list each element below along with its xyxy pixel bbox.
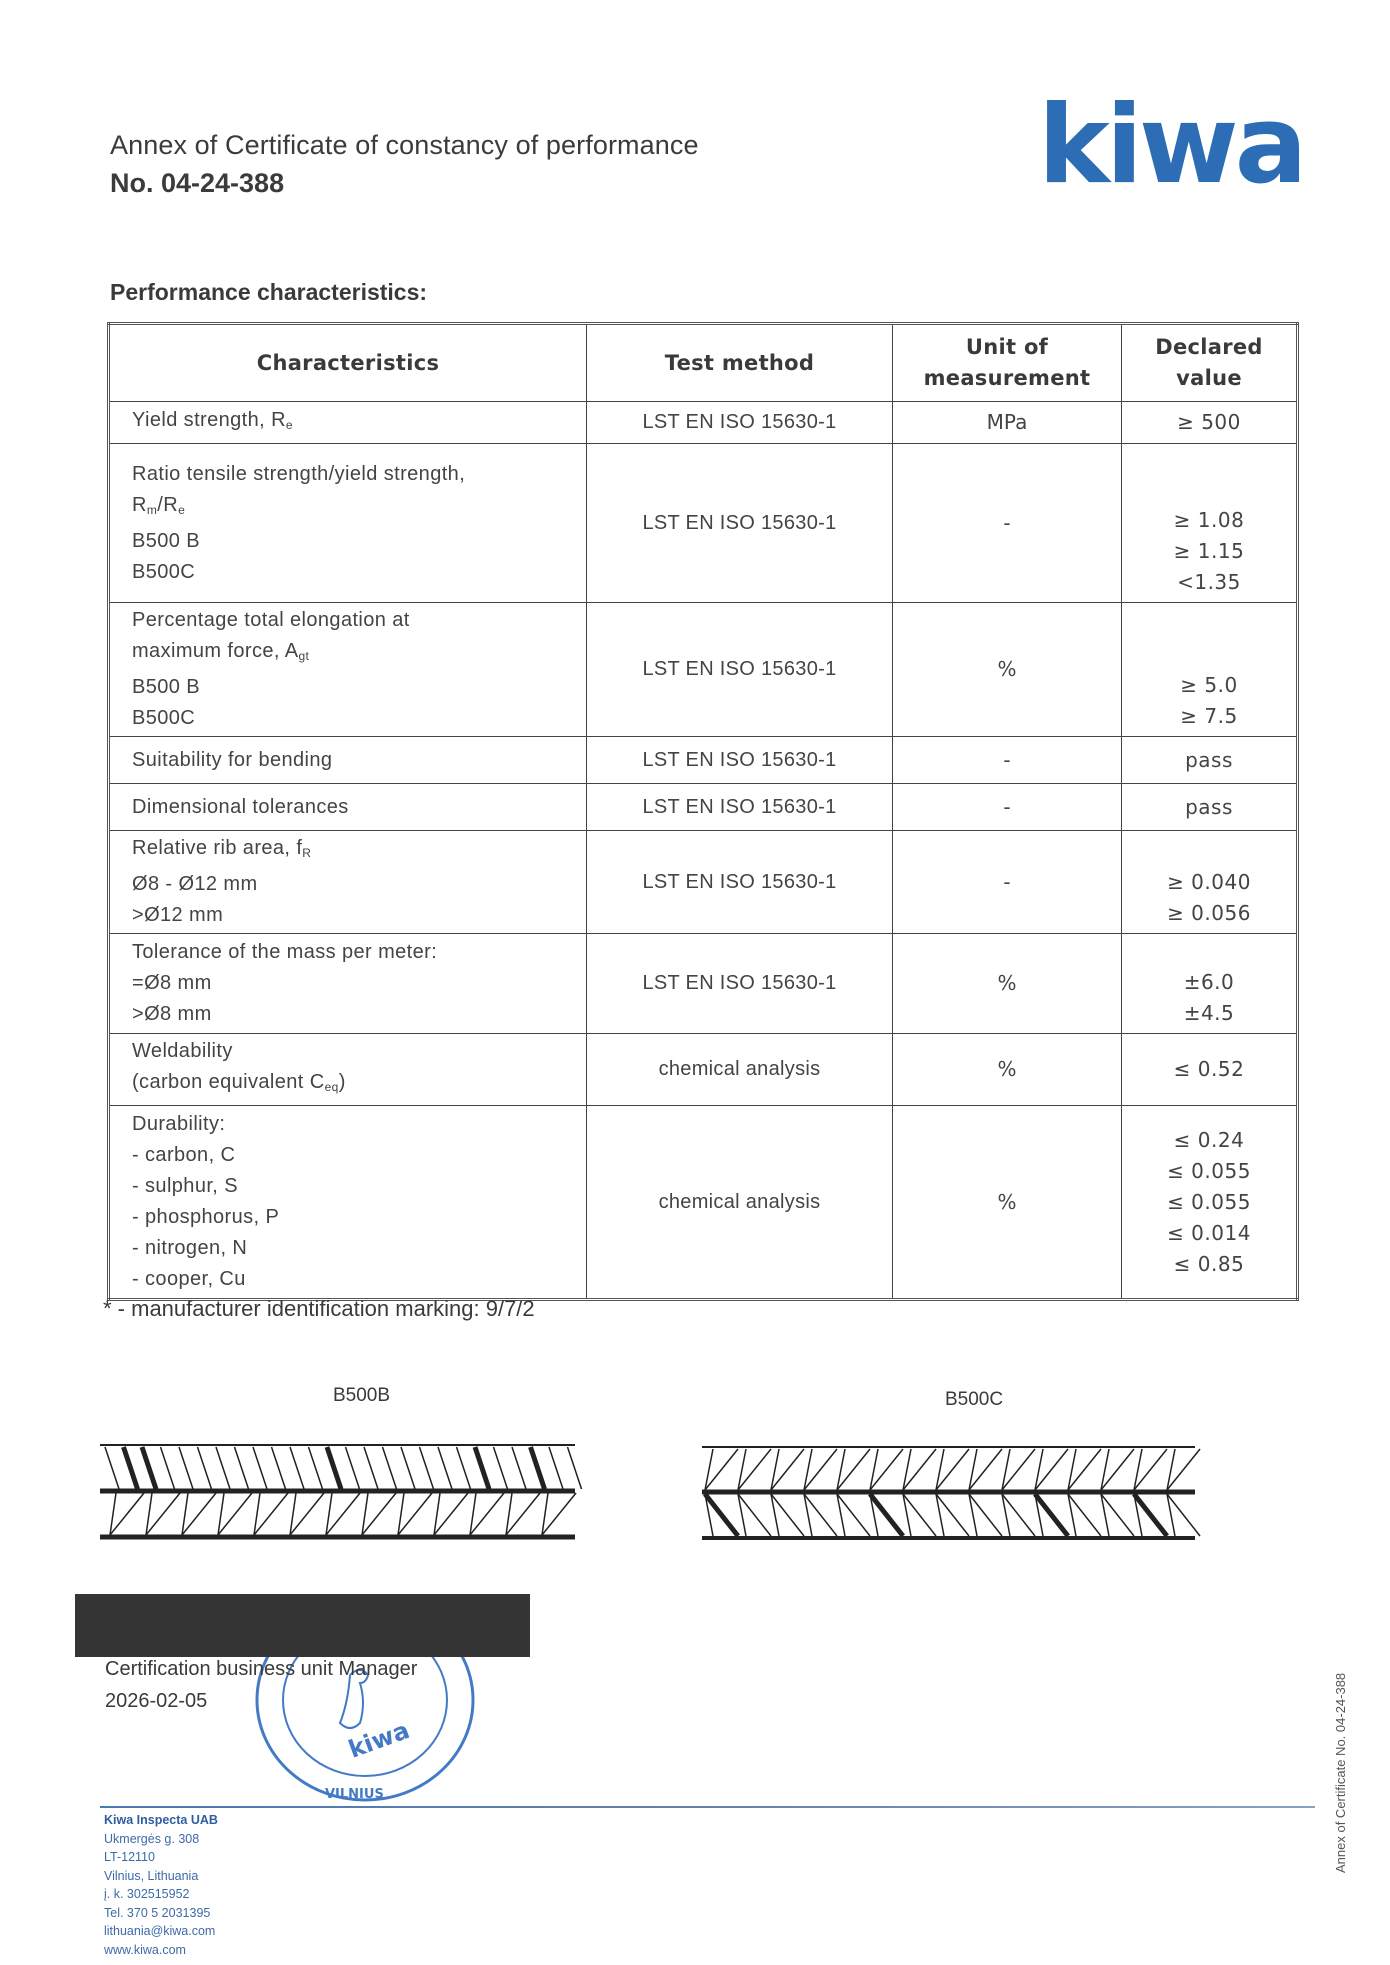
rebar-rib: [870, 1449, 903, 1490]
declared-value: ≤ 0.014: [1167, 1220, 1251, 1245]
unit-cell: -: [893, 444, 1122, 603]
rebar-rib: [936, 1494, 969, 1536]
rebar-rib: [1167, 1449, 1200, 1490]
rebar-rib: [198, 1447, 212, 1489]
rebar-rib: [346, 1447, 360, 1489]
symbol-text: (carbon equivalent C: [132, 1071, 325, 1093]
table-row: [109, 1034, 1298, 1106]
stamp-logo: kiwa: [344, 1716, 414, 1764]
rebar-rib: [124, 1447, 138, 1489]
rebar-rib: [290, 1447, 304, 1489]
characteristic-text: B500C: [132, 707, 196, 729]
rebar-rib: [804, 1494, 837, 1536]
characteristic-text: Ø8 - Ø12 mm: [132, 873, 258, 895]
company-code: į. k. 302515952: [104, 1887, 190, 1901]
rebar-rib: [738, 1449, 771, 1490]
unit-cell: -: [893, 784, 1122, 831]
rebar-rib: [1134, 1449, 1167, 1490]
characteristic-cell: [109, 1034, 587, 1106]
unit-cell: %: [893, 1034, 1122, 1106]
characteristic-cell: [109, 444, 587, 603]
declared-value-cell: ≥ 500: [1122, 402, 1298, 444]
characteristic-text: Percentage total elongation at: [132, 609, 410, 631]
rebar-rib: [420, 1447, 434, 1489]
declared-value: ≤ 0.85: [1173, 1251, 1245, 1276]
test-method-cell: LST EN ISO 15630-1: [587, 784, 893, 831]
declared-value: ±6.0: [1183, 970, 1235, 994]
declared-value-cell: [1122, 934, 1298, 1034]
characteristic-text: [132, 1067, 586, 1103]
test-method-cell: chemical analysis: [587, 1034, 893, 1106]
rebar-rib: [1002, 1494, 1035, 1536]
rebar-rib: [235, 1447, 249, 1489]
characteristic-text: - cooper, Cu: [132, 1268, 246, 1290]
unit-cell: -: [893, 831, 1122, 934]
rebar-rib: [364, 1447, 378, 1489]
characteristic-text: Ratio tensile strength/yield strength,: [132, 462, 466, 485]
rebar-rib: [705, 1494, 738, 1536]
characteristic-text: B500 B: [132, 529, 201, 552]
rebar-rib: [738, 1494, 771, 1536]
table-row: [109, 737, 1298, 784]
redaction-bar: [75, 1594, 530, 1657]
characteristic-text: - sulphur, S: [132, 1175, 238, 1197]
rebar-rib: [1035, 1449, 1068, 1490]
declared-value: ≥ 0.040: [1167, 870, 1251, 894]
phone: Tel. 370 5 2031395: [104, 1905, 211, 1920]
rebar-rib: [327, 1447, 341, 1489]
footer-divider: [100, 1806, 1315, 1808]
header-characteristics: Characteristics: [109, 324, 587, 402]
rebar-rib: [142, 1447, 156, 1489]
rebar-rib: [253, 1447, 267, 1489]
unit-cell: MPa: [893, 402, 1122, 444]
declared-value: ±4.5: [1183, 1001, 1235, 1025]
rebar-rib: [161, 1447, 175, 1489]
rebar-rib: [1002, 1449, 1035, 1490]
rebar-rib: [272, 1447, 286, 1489]
website-link[interactable]: www.kiwa.com: [104, 1942, 186, 1957]
characteristic-cell: [109, 934, 587, 1034]
rebar-rib: [179, 1447, 193, 1489]
declared-value: ≥ 1.15: [1173, 539, 1245, 563]
symbol-text: ): [338, 1071, 346, 1093]
company-address: [104, 1811, 218, 1959]
characteristic-text: >Ø12 mm: [132, 904, 224, 926]
rebar-rib: [1167, 1494, 1200, 1536]
rebar-rib: [969, 1449, 1002, 1490]
table-row: [109, 934, 1298, 1034]
rebar-rib: [216, 1447, 230, 1489]
declared-value: ≥ 7.5: [1180, 704, 1238, 728]
rebar-label-b500b: B500B: [333, 1385, 391, 1406]
characteristic-text: Tolerance of the mass per meter:: [132, 941, 438, 963]
section-title: Performance characteristics:: [110, 279, 428, 305]
footnote: * - manufacturer identification marking: 9/7/2: [103, 1296, 535, 1321]
table-row: [109, 402, 1298, 444]
declared-value-cell: pass: [1122, 784, 1298, 831]
rebar-b500c-diagram: [690, 1430, 1250, 1550]
rebar-label-b500c: B500C: [945, 1389, 1004, 1410]
symbol-text: R: [132, 493, 147, 516]
declared-value: <1.35: [1177, 570, 1241, 594]
declared-value-cell: pass: [1122, 737, 1298, 784]
unit-cell: -: [893, 737, 1122, 784]
email-link[interactable]: lithuania@kiwa.com: [104, 1924, 216, 1938]
header-unit: [893, 324, 1122, 402]
declared-value: ≤ 0.055: [1167, 1158, 1251, 1183]
test-method-cell: LST EN ISO 15630-1: [587, 603, 893, 737]
declared-value-cell: [1122, 831, 1298, 934]
header-declared-line1: Declared: [1155, 335, 1263, 359]
subscript: e: [285, 417, 293, 432]
characteristic-text: Yield strength, R: [132, 408, 286, 431]
certificate-number: No. 04-24-388: [110, 168, 285, 198]
characteristic-cell: [109, 1106, 587, 1300]
table-row: [109, 784, 1298, 831]
rebar-rib: [969, 1494, 1002, 1536]
characteristic-text: >Ø8 mm: [132, 1003, 212, 1025]
declared-value-cell: [1122, 1106, 1298, 1300]
rebar-rib: [549, 1447, 563, 1489]
subscript: gt: [298, 649, 310, 663]
declared-value: ≥ 1.08: [1173, 508, 1245, 532]
rebar-b500b-diagram: [90, 1430, 670, 1550]
header-unit-line2: measurement: [923, 366, 1091, 390]
symbol-text: Relative rib area, f: [132, 837, 303, 859]
table-row: [109, 831, 1298, 934]
characteristic-text: - nitrogen, N: [132, 1237, 248, 1259]
characteristic-cell: [109, 831, 587, 934]
address-line: LT-12110: [104, 1850, 155, 1864]
rebar-rib: [903, 1494, 936, 1536]
table-row: [109, 1106, 1298, 1300]
test-method-cell: LST EN ISO 15630-1: [587, 444, 893, 603]
header-declared-value: [1122, 324, 1298, 402]
rebar-rib: [705, 1449, 738, 1490]
signatory-title: Certification business unit Manager: [105, 1658, 418, 1680]
performance-table: [107, 322, 1299, 1301]
rebar-rib: [1101, 1449, 1134, 1490]
rebar-rib: [531, 1447, 545, 1489]
characteristic-text: B500 B: [132, 676, 201, 698]
rebar-rib: [903, 1449, 936, 1490]
side-certificate-text: Annex of Certificate No. 04-24-388: [1333, 1672, 1348, 1873]
kiwa-logo: kiwa: [1038, 83, 1304, 208]
characteristic-text: [132, 833, 586, 869]
header-unit-line1: Unit of: [965, 335, 1049, 359]
header-declared-line2: value: [1176, 366, 1242, 390]
signature-date: 2026-02-05: [105, 1690, 208, 1712]
rebar-rib: [837, 1494, 870, 1536]
declared-value: ≤ 0.24: [1173, 1127, 1245, 1152]
test-method-cell: LST EN ISO 15630-1: [587, 737, 893, 784]
characteristic-text: [132, 636, 586, 672]
test-method-cell: LST EN ISO 15630-1: [587, 402, 893, 444]
rebar-rib: [936, 1449, 969, 1490]
rebar-rib: [1068, 1494, 1101, 1536]
rebar-rib: [804, 1449, 837, 1490]
characteristic-text: [132, 490, 586, 526]
characteristic-text: Weldability: [132, 1040, 233, 1062]
address-line: Ukmergės g. 308: [104, 1831, 200, 1846]
table-header-row: [109, 324, 1298, 402]
rebar-rib: [870, 1494, 903, 1536]
test-method-cell: LST EN ISO 15630-1: [587, 934, 893, 1034]
rebar-rib: [105, 1447, 119, 1489]
rebar-rib: [401, 1447, 415, 1489]
rebar-rib: [568, 1447, 582, 1489]
declared-value: ≥ 5.0: [1180, 673, 1238, 697]
table-row: [109, 444, 1298, 603]
rebar-rib: [1035, 1494, 1068, 1536]
declared-value-cell: ≤ 0.52: [1122, 1034, 1298, 1106]
rebar-rib: [438, 1447, 452, 1489]
symbol-text: maximum force, A: [132, 640, 299, 662]
declared-value: ≥ 0.056: [1167, 901, 1251, 925]
address-line: Vilnius, Lithuania: [104, 1868, 199, 1883]
characteristic-cell: Suitability for bending: [109, 737, 587, 784]
table-row: [109, 603, 1298, 737]
unit-cell: %: [893, 1106, 1122, 1300]
header-title: Annex of Certificate of constancy of performance: [110, 130, 699, 160]
characteristic-text: - carbon, C: [132, 1144, 236, 1166]
rebar-rib: [512, 1447, 526, 1489]
stamp-city: VILNIUS: [325, 1787, 384, 1802]
subscript: eq: [324, 1080, 339, 1094]
subscript: m: [146, 502, 158, 517]
rebar-rib: [383, 1447, 397, 1489]
symbol-text: /R: [157, 493, 179, 516]
company-name: Kiwa Inspecta UAB: [104, 1813, 218, 1827]
test-method-cell: LST EN ISO 15630-1: [587, 831, 893, 934]
rebar-rib: [1134, 1494, 1167, 1536]
rebar-rib: [475, 1447, 489, 1489]
declared-value-cell: [1122, 603, 1298, 737]
subscript: R: [302, 846, 312, 860]
characteristic-text: Durability:: [132, 1113, 226, 1135]
declared-value-cell: [1122, 444, 1298, 603]
rebar-rib: [771, 1449, 804, 1490]
unit-cell: %: [893, 934, 1122, 1034]
characteristic-cell: Dimensional tolerances: [109, 784, 587, 831]
subscript: e: [178, 502, 186, 517]
header-test-method: Test method: [587, 324, 893, 402]
rebar-rib: [837, 1449, 870, 1490]
test-method-cell: chemical analysis: [587, 1106, 893, 1300]
characteristic-text: B500C: [132, 560, 196, 583]
rebar-rib: [1068, 1449, 1101, 1490]
rebar-rib: [309, 1447, 323, 1489]
rebar-rib: [457, 1447, 471, 1489]
characteristic-text: - phosphorus, P: [132, 1206, 280, 1228]
rebar-rib: [494, 1447, 508, 1489]
characteristic-cell: [109, 603, 587, 737]
unit-cell: %: [893, 603, 1122, 737]
declared-value: ≤ 0.055: [1167, 1189, 1251, 1214]
characteristic-cell: [109, 402, 587, 444]
characteristic-text: =Ø8 mm: [132, 972, 212, 994]
rebar-rib: [771, 1494, 804, 1536]
rebar-rib: [1101, 1494, 1134, 1536]
